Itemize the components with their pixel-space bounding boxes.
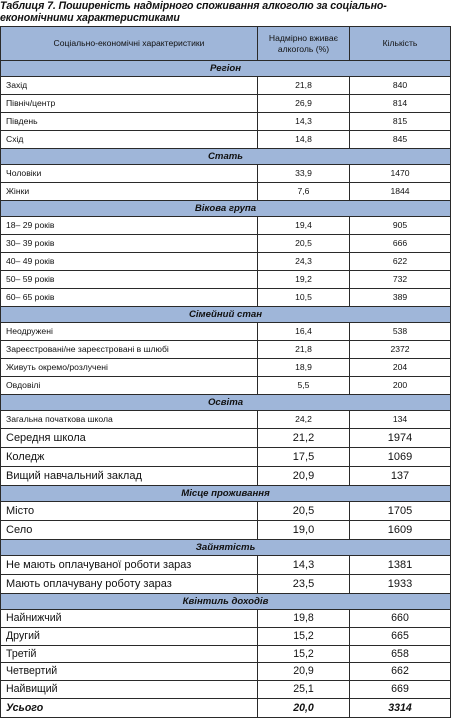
row-count: 840 xyxy=(350,77,451,95)
row-label: Коледж xyxy=(1,448,258,467)
header-characteristics: Соціально-економічні характеристики xyxy=(1,27,258,61)
table-row xyxy=(1,95,451,113)
table-row xyxy=(1,411,451,429)
row-label: Середня школа xyxy=(1,429,258,448)
table-row xyxy=(1,341,451,359)
row-label: Захід xyxy=(1,77,258,95)
row-label: Другий xyxy=(1,627,258,645)
row-percent: 25,1 xyxy=(258,681,350,699)
row-percent: 17,5 xyxy=(258,448,350,467)
table-row xyxy=(1,627,451,645)
section-title: Зайнятість xyxy=(1,540,451,556)
header-percent-line-1: Надмірно вживає xyxy=(268,32,339,43)
row-percent: 18,9 xyxy=(258,359,350,377)
row-percent: 14,8 xyxy=(258,131,350,149)
row-label: Овдовілі xyxy=(1,377,258,395)
section-header-row xyxy=(1,149,451,165)
table-row xyxy=(1,289,451,307)
table-row xyxy=(1,467,451,486)
row-label: 60– 65 років xyxy=(1,289,258,307)
row-percent: 19,8 xyxy=(258,610,350,628)
row-label: Вищий навчальний заклад xyxy=(1,467,258,486)
table-row xyxy=(1,429,451,448)
row-count: 389 xyxy=(350,289,451,307)
section-title: Стать xyxy=(1,149,451,165)
row-percent: 7,6 xyxy=(258,183,350,201)
row-count: 1974 xyxy=(350,429,451,448)
section-title: Регіон xyxy=(1,61,451,77)
table-body xyxy=(1,61,451,718)
section-title: Квінтиль доходів xyxy=(1,594,451,610)
section-header-row xyxy=(1,307,451,323)
table-row xyxy=(1,377,451,395)
section-header-row xyxy=(1,201,451,217)
row-label: Четвертий xyxy=(1,663,258,681)
section-header-row xyxy=(1,61,451,77)
table-row xyxy=(1,217,451,235)
row-label: Не мають оплачуваної роботи зараз xyxy=(1,556,258,575)
total-count: 3314 xyxy=(350,698,451,717)
row-percent: 33,9 xyxy=(258,165,350,183)
row-label: Мають оплачувану роботу зараз xyxy=(1,575,258,594)
row-percent: 20,9 xyxy=(258,467,350,486)
table-row xyxy=(1,271,451,289)
table-row xyxy=(1,235,451,253)
row-count: 665 xyxy=(350,627,451,645)
row-count: 134 xyxy=(350,411,451,429)
table-row xyxy=(1,521,451,540)
section-title: Вікова група xyxy=(1,201,451,217)
row-count: 669 xyxy=(350,681,451,699)
row-count: 1470 xyxy=(350,165,451,183)
row-percent: 26,9 xyxy=(258,95,350,113)
table-row xyxy=(1,113,451,131)
table-row xyxy=(1,131,451,149)
table-row xyxy=(1,359,451,377)
table-row xyxy=(1,165,451,183)
section-title: Освіта xyxy=(1,395,451,411)
total-row xyxy=(1,698,451,717)
row-percent: 24,3 xyxy=(258,253,350,271)
row-label: Найнижчий xyxy=(1,610,258,628)
caption-line-2: економічними характеристиками xyxy=(0,12,180,24)
row-count: 622 xyxy=(350,253,451,271)
row-percent: 21,8 xyxy=(258,77,350,95)
table-row xyxy=(1,575,451,594)
table-row xyxy=(1,556,451,575)
row-percent: 5,5 xyxy=(258,377,350,395)
table-row xyxy=(1,77,451,95)
row-count: 845 xyxy=(350,131,451,149)
header-percent-line-2: алкоголь (%) xyxy=(277,43,330,54)
row-label: Схід xyxy=(1,131,258,149)
row-label: Північ/центр xyxy=(1,95,258,113)
row-count: 2372 xyxy=(350,341,451,359)
table-caption xyxy=(0,0,452,26)
row-label: Загальна початкова школа xyxy=(1,411,258,429)
section-header-row xyxy=(1,594,451,610)
table-header-row xyxy=(1,27,451,61)
row-percent: 23,5 xyxy=(258,575,350,594)
row-label: Неодружені xyxy=(1,323,258,341)
section-title: Сімейний стан xyxy=(1,307,451,323)
total-percent: 20,0 xyxy=(258,698,350,717)
section-header-row xyxy=(1,486,451,502)
row-percent: 21,8 xyxy=(258,341,350,359)
row-count: 658 xyxy=(350,645,451,663)
row-count: 1844 xyxy=(350,183,451,201)
row-count: 662 xyxy=(350,663,451,681)
caption-line-1: Таблиця 7. Поширеність надмірного споживання алкоголю за соціально- xyxy=(0,0,387,12)
total-label: Усього xyxy=(1,698,258,717)
row-count: 732 xyxy=(350,271,451,289)
table-row xyxy=(1,645,451,663)
row-label: Місто xyxy=(1,502,258,521)
header-percent xyxy=(258,27,350,61)
row-percent: 19,4 xyxy=(258,217,350,235)
row-count: 814 xyxy=(350,95,451,113)
section-header-row xyxy=(1,395,451,411)
row-percent: 20,5 xyxy=(258,235,350,253)
row-percent: 19,0 xyxy=(258,521,350,540)
table-row xyxy=(1,323,451,341)
table-row xyxy=(1,448,451,467)
row-percent: 20,9 xyxy=(258,663,350,681)
row-label: 18– 29 років xyxy=(1,217,258,235)
row-label: 50– 59 років xyxy=(1,271,258,289)
row-percent: 24,2 xyxy=(258,411,350,429)
row-count: 1705 xyxy=(350,502,451,521)
row-percent: 15,2 xyxy=(258,645,350,663)
row-label: 40– 49 років xyxy=(1,253,258,271)
row-label: Живуть окремо/розлучені xyxy=(1,359,258,377)
table-row xyxy=(1,681,451,699)
row-count: 137 xyxy=(350,467,451,486)
table-row xyxy=(1,253,451,271)
table-row xyxy=(1,502,451,521)
row-count: 204 xyxy=(350,359,451,377)
section-title: Місце проживання xyxy=(1,486,451,502)
table-row xyxy=(1,610,451,628)
row-count: 1069 xyxy=(350,448,451,467)
row-percent: 10,5 xyxy=(258,289,350,307)
row-percent: 19,2 xyxy=(258,271,350,289)
row-count: 905 xyxy=(350,217,451,235)
row-label: Чоловіки xyxy=(1,165,258,183)
table-row xyxy=(1,663,451,681)
row-percent: 15,2 xyxy=(258,627,350,645)
row-count: 200 xyxy=(350,377,451,395)
section-header-row xyxy=(1,540,451,556)
row-count: 815 xyxy=(350,113,451,131)
row-percent: 14,3 xyxy=(258,113,350,131)
row-label: 30– 39 років xyxy=(1,235,258,253)
row-label: Третій xyxy=(1,645,258,663)
row-label: Південь xyxy=(1,113,258,131)
row-count: 1933 xyxy=(350,575,451,594)
row-label: Зареєстровані/не зареєстровані в шлюбі xyxy=(1,341,258,359)
row-label: Найвищий xyxy=(1,681,258,699)
row-percent: 20,5 xyxy=(258,502,350,521)
row-label: Село xyxy=(1,521,258,540)
row-percent: 21,2 xyxy=(258,429,350,448)
row-count: 660 xyxy=(350,610,451,628)
alcohol-consumption-table xyxy=(0,26,451,718)
row-label: Жінки xyxy=(1,183,258,201)
row-count: 666 xyxy=(350,235,451,253)
row-count: 1381 xyxy=(350,556,451,575)
row-percent: 16,4 xyxy=(258,323,350,341)
row-percent: 14,3 xyxy=(258,556,350,575)
row-count: 1609 xyxy=(350,521,451,540)
row-count: 538 xyxy=(350,323,451,341)
table-row xyxy=(1,183,451,201)
header-count: Кількість xyxy=(350,27,451,61)
